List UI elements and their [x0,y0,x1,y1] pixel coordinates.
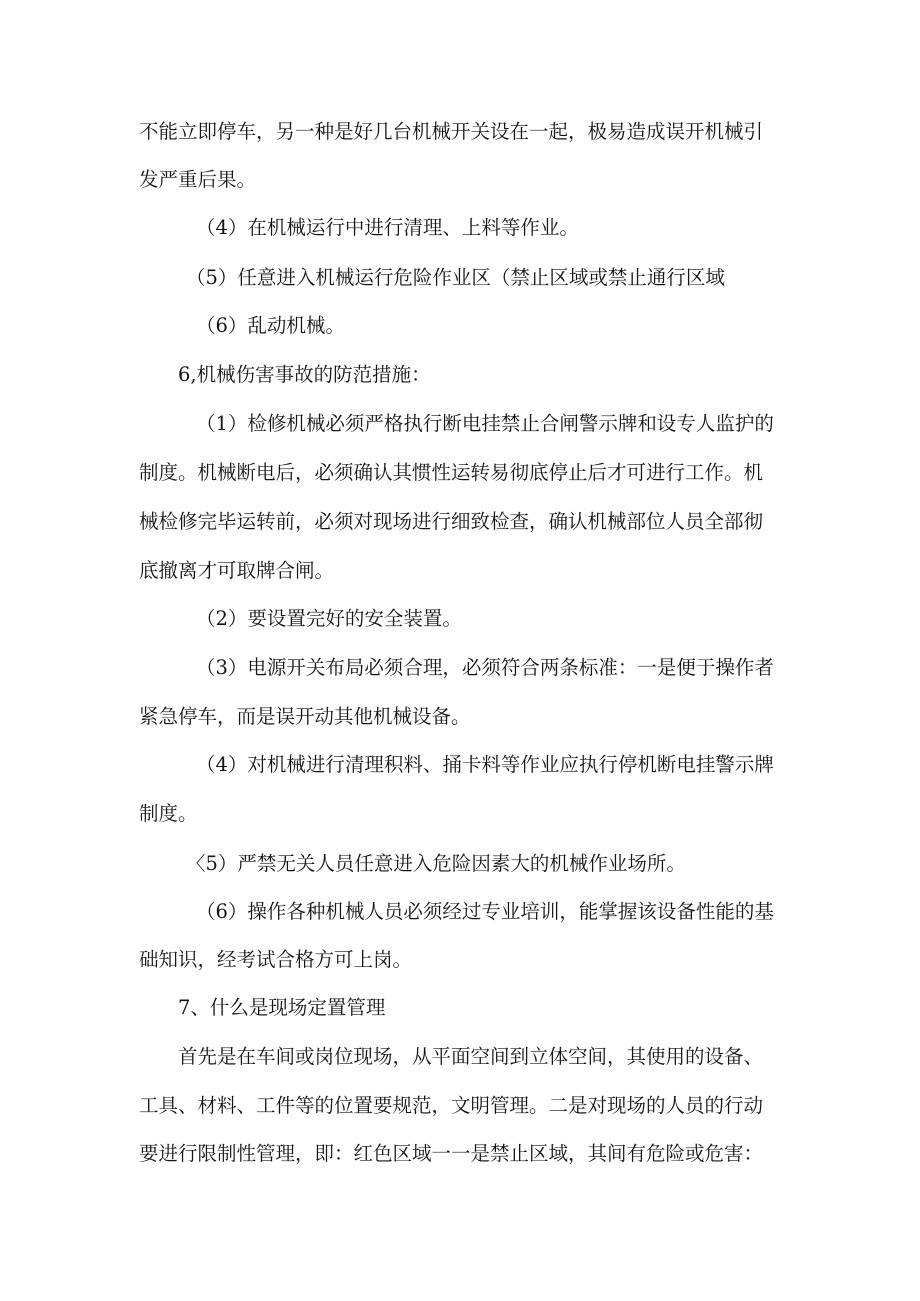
text-line: 紧急停车，而是误开动其他机械设备。 [139,705,471,728]
text-line: 要进行限制性管理，即：红色区域一一是禁止区域，其间有危险或危害： [139,1142,764,1165]
text-line: 制度。 [139,802,198,825]
text-line: （2）要设置完好的安全装置。 [196,607,462,630]
section-heading: 7、什么是现场定置管理 [178,996,386,1019]
text-line: （4）在机械运行中进行清理、上料等作业。 [196,216,579,239]
text-line: （5）任意进入机械运行危险作业区（禁止区域或禁止通行区域 [186,266,725,289]
text-line: 发严重后果。 [139,168,257,191]
text-line: （6）操作各种机械人员必须经过专业培训，能掌握该设备性能的基 [196,900,774,923]
text-line: 〈5）严禁无关人员任意进入危险因素大的机械作业场所。 [186,852,686,875]
text-line: 制度。机械断电后，必须确认其惯性运转易彻底停止后才可进行工作。机 [139,461,764,484]
text-line: 首先是在车间或岗位现场，从平面空间到立体空间，其使用的设备、 [178,1045,764,1068]
text-line: 底撤离才可取牌合闸。 [139,559,335,582]
text-line: （6）乱动机械。 [196,314,345,337]
section-heading: 6,机械伤害事故的防范措施： [178,363,431,386]
text-line: （3）电源开关布局必须合理，必须符合两条标准：一是便于操作者 [196,656,774,679]
text-line: 械检修完毕运转前，必须对现场进行细致检查，确认机械部位人员全部彻 [139,510,764,533]
text-line: 础知识，经考试合格方可上岗。 [139,948,413,971]
text-line: （1）检修机械必须严格执行断电挂禁止合闸警示牌和设专人监护的 [196,412,774,435]
text-line: （4）对机械进行清理积料、捅卡料等作业应执行停机断电挂警示牌 [196,753,774,776]
text-line: 不能立即停车，另一种是好几台机械开关设在一起，极易造成误开机械引 [139,120,764,143]
text-line: 工具、材料、工件等的位置要规范，文明管理。二是对现场的人员的行动 [139,1094,764,1117]
